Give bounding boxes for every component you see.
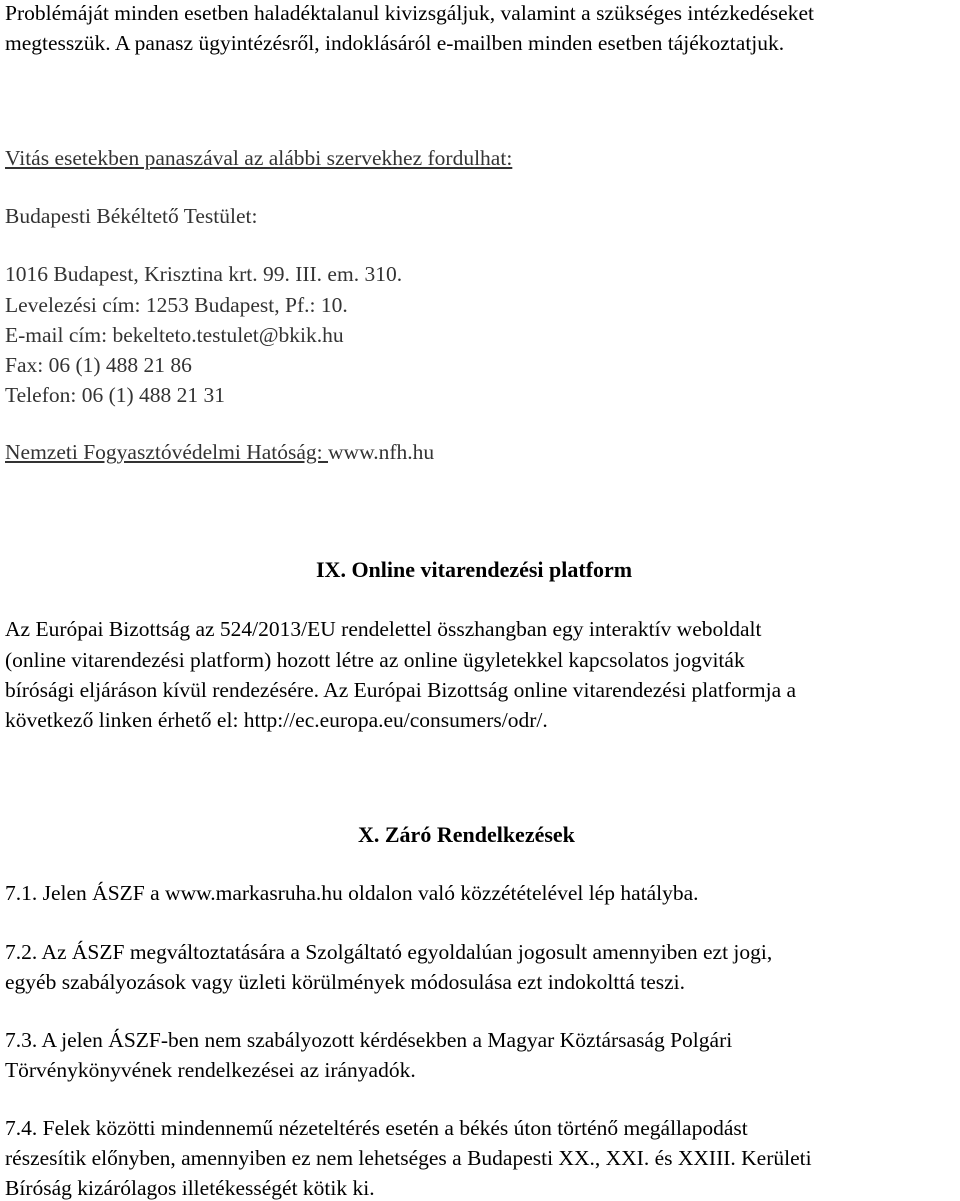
- conciliation-postal-address: Levelezési cím: 1253 Budapest, Pf.: 10.: [5, 293, 348, 317]
- section-ix-line-2: (online vitarendezési platform) hozott létre az online ügyletekkel kapcsolatos jogviták: [5, 648, 745, 672]
- clause-7-3-line-2: Törvénykönyvének rendelkezései az irányadók.: [5, 1058, 416, 1082]
- disputes-intro: Vitás esetekben panaszával az alábbi szervekhez fordulhat:: [5, 146, 513, 170]
- intro-line-1: Problémáját minden esetben haladéktalanul kivizsgáljuk, valamint a szükséges intézkedéseket: [5, 1, 814, 25]
- clause-7-3-line-1: 7.3. A jelen ÁSZF-ben nem szabályozott kérdésekben a Magyar Köztársaság Polgári: [5, 1028, 733, 1052]
- section-ix-line-4: következő linken érhető el: http://ec.europa.eu/consumers/odr/.: [5, 708, 548, 732]
- section-ix-heading: IX. Online vitarendezési platform: [316, 557, 633, 582]
- conciliation-address: 1016 Budapest, Krisztina krt. 99. III. em. 310.: [5, 262, 403, 286]
- section-ix-line-1: Az Európai Bizottság az 524/2013/EU rendelettel összhangban egy interaktív weboldalt: [5, 617, 762, 641]
- conciliation-email: E-mail cím: bekelteto.testulet@bkik.hu: [5, 323, 344, 347]
- clause-7-2-line-1: 7.2. Az ÁSZF megváltoztatására a Szolgáltató egyoldalúan jogosult amennyiben ezt jogi,: [5, 940, 773, 964]
- section-ix-line-3: bírósági eljáráson kívül rendezésére. Az Európai Bizottság online vitarendezési platformja a: [5, 678, 797, 702]
- clause-7-4-line-2: részesítik előnyben, amennyiben ez nem lehetséges a Budapesti XX., XXI. és XXIII. Kerületi: [5, 1146, 812, 1170]
- conciliation-phone: Telefon: 06 (1) 488 21 31: [5, 383, 226, 407]
- authority-label: Nemzeti Fogyasztóvédelmi Hatóság:: [5, 440, 329, 464]
- section-x-heading: X. Záró Rendelkezések: [358, 822, 575, 847]
- clause-7-1: 7.1. Jelen ÁSZF a www.markasruha.hu oldalon való közzétételével lép hatályba.: [5, 881, 699, 905]
- clause-7-4-line-1: 7.4. Felek közötti mindennemű nézeteltérés esetén a békés úton történő megállapodást: [5, 1116, 748, 1140]
- conciliation-fax: Fax: 06 (1) 488 21 86: [5, 353, 192, 377]
- authority-line: [5, 439, 434, 465]
- intro-line-2: megtesszük. A panasz ügyintézésről, indoklásáról e-mailben minden esetben tájékoztatjuk.: [5, 31, 785, 55]
- conciliation-body-name: Budapesti Békéltető Testület:: [5, 204, 258, 228]
- clause-7-4-line-3: Bíróság kizárólagos illetékességét kötik ki.: [5, 1176, 375, 1200]
- authority-link[interactable]: www.nfh.hu: [328, 440, 435, 464]
- clause-7-2-line-2: egyéb szabályozások vagy üzleti körülmények módosulása ezt indokolttá teszi.: [5, 970, 686, 994]
